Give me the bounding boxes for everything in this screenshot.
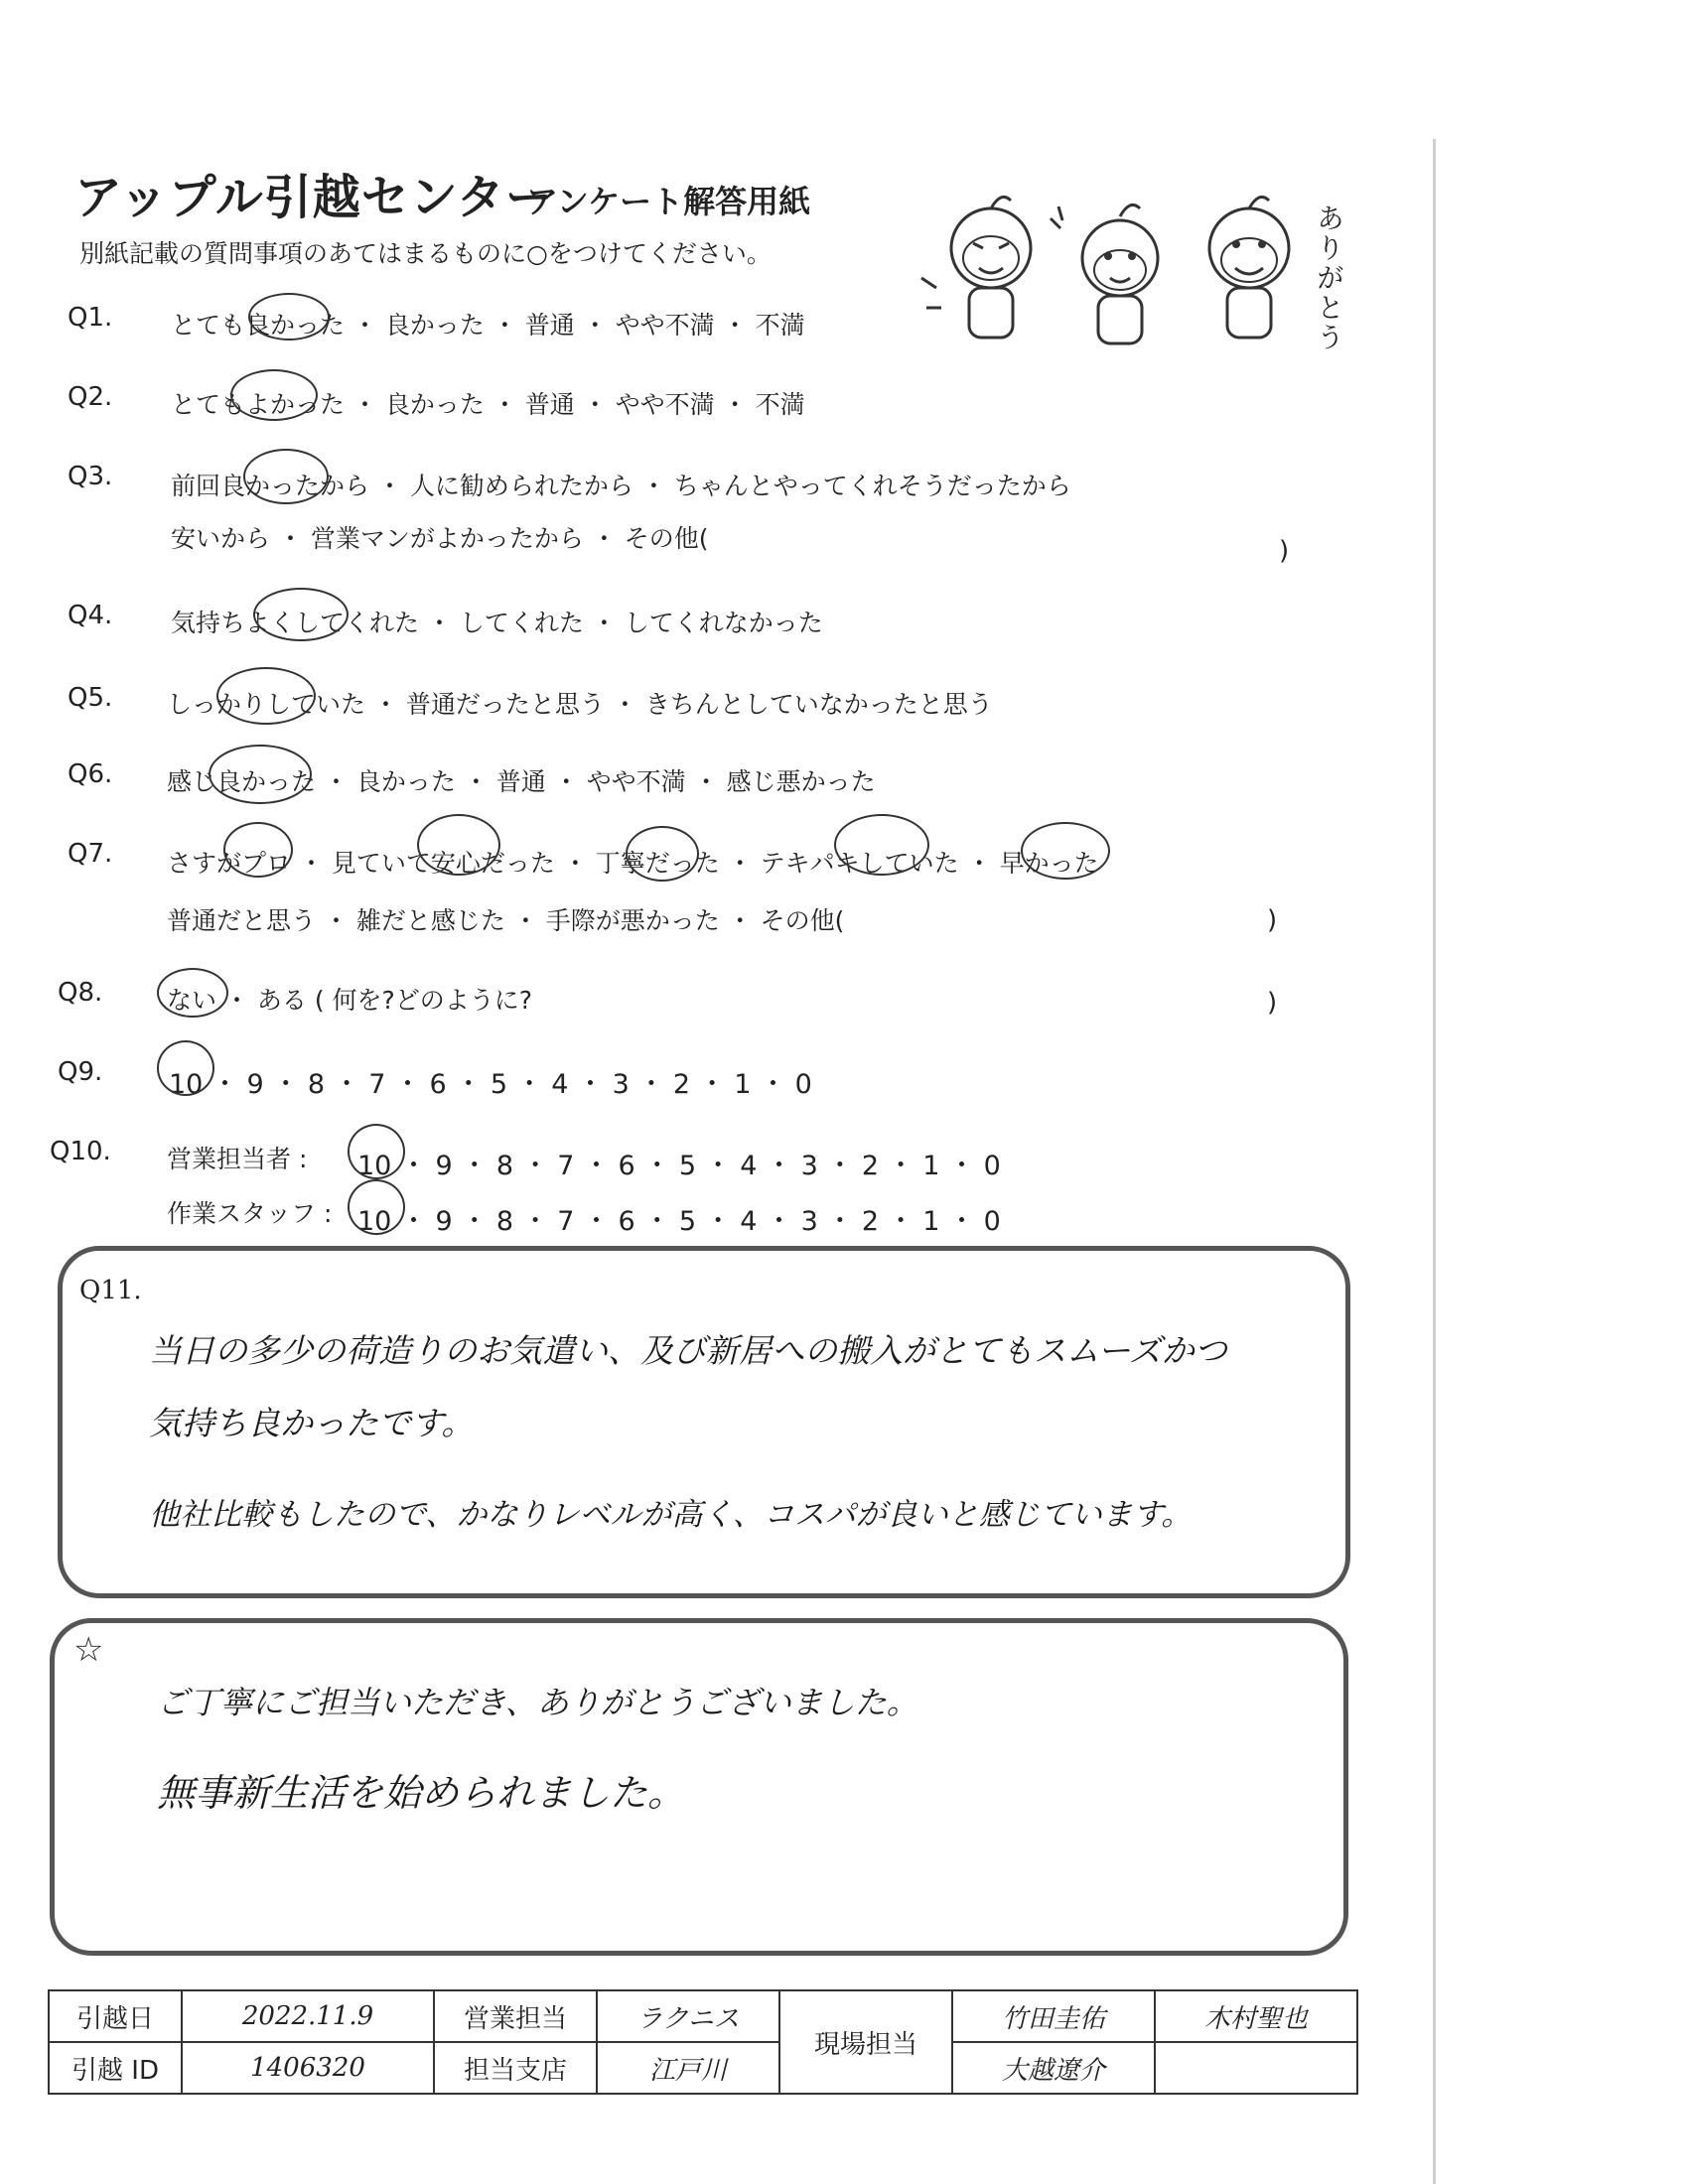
- q1-label: Q1.: [68, 303, 113, 333]
- q10-staff-answer-circle: [348, 1179, 405, 1235]
- q7-label: Q7.: [68, 839, 113, 869]
- site-staff-label: 現場担当: [779, 1990, 952, 2094]
- q9-answer-circle: [157, 1040, 214, 1096]
- q9-label: Q9.: [58, 1057, 103, 1087]
- q7-answer-circle-teinei: [626, 826, 699, 882]
- q7-answer-circle-anshin: [417, 814, 500, 876]
- q11-label: Q11.: [79, 1276, 142, 1305]
- staff-message-line: ご丁寧にご担当いただき、ありがとうございました。: [157, 1684, 918, 1721]
- q3-options-line2: 安いから ・ 営業マンがよかったから ・ その他(: [171, 524, 709, 553]
- q11-comment-line: 気持ち良かったです。: [149, 1404, 475, 1442]
- q8-options: ない ・ ある ( 何を?どのように?: [167, 986, 533, 1015]
- q10-sales-answer-circle: [348, 1124, 405, 1179]
- site-staff-name: 木村聖也: [1155, 1990, 1357, 2042]
- q8-label: Q8.: [58, 978, 103, 1008]
- q3-answer-circle: [243, 449, 329, 504]
- q7-answer-circle-hayai: [1021, 822, 1110, 880]
- q3-options-line1: 前回良かったから ・ 人に勧められたから ・ ちゃんとやってくれそうだったから: [171, 472, 1071, 500]
- q10-label: Q10.: [50, 1137, 111, 1166]
- q10-sales-scale: 10 ・ 9 ・ 8 ・ 7 ・ 6 ・ 5 ・ 4 ・ 3 ・ 2 ・ 1 ・ 0: [357, 1151, 1001, 1181]
- page-edge: [1433, 139, 1436, 2184]
- monkey-smiling-icon: [1209, 197, 1289, 338]
- sales-rep-label: 営業担当: [434, 1990, 597, 2042]
- site-staff-name: [1155, 2042, 1357, 2094]
- site-staff-name: 竹田圭佑: [952, 1990, 1155, 2042]
- star-icon: ☆: [73, 1630, 104, 1670]
- q2-options: とてもよかった ・ 良かった ・ 普通 ・ やや不満 ・ 不満: [171, 390, 805, 419]
- q3-close-paren: ): [1279, 536, 1290, 566]
- move-id-label: 引越 ID: [49, 2042, 182, 2094]
- company-title: アップル引越センター: [74, 170, 554, 225]
- q10-staff-scale: 10 ・ 9 ・ 8 ・ 7 ・ 6 ・ 5 ・ 4 ・ 3 ・ 2 ・ 1 ・ 0: [357, 1206, 1001, 1237]
- q1-options: とても良かった ・ 良かった ・ 普通 ・ やや不満 ・ 不満: [171, 311, 805, 340]
- q1-answer-circle: [248, 293, 330, 341]
- thanks-text: ありがとう: [1313, 204, 1345, 352]
- q7-answer-circle-tekipaki: [834, 814, 929, 876]
- q7-options-line2: 普通だと思う ・ 雑だと感じた ・ 手際が悪かった ・ その他(: [167, 906, 845, 935]
- branch-value: 江戸川: [597, 2042, 779, 2094]
- mascot-illustration: [882, 189, 1319, 367]
- sales-rep-value: ラクニス: [597, 1990, 779, 2042]
- move-id-value: 1406320: [182, 2042, 434, 2094]
- q8-close-paren: ): [1267, 988, 1278, 1018]
- q10-staff-label: 作業スタッフ :: [167, 1199, 333, 1228]
- q8-answer-circle: [157, 968, 228, 1018]
- monkey-laughing-icon: [921, 197, 1031, 338]
- q11-comment-line: 当日の多少の荷造りのお気遣い、及び新居への搬入がとてもスムーズかつ: [149, 1331, 1227, 1370]
- q5-options: しっかりしていた ・ 普通だったと思う ・ きちんとしていなかったと思う: [167, 690, 993, 719]
- q5-label: Q5.: [68, 683, 113, 713]
- q7-options-line1: さすがプロ ・ 見ていて安心だった ・ 丁寧だった ・ テキパキしていた ・ 早かった: [167, 849, 1099, 878]
- form-subtitle: アンケート解答用紙: [526, 183, 811, 220]
- move-date-value: 2022.11.9: [182, 1990, 434, 2042]
- monkey-cheering-icon: [1051, 205, 1158, 343]
- q11-comment-line: 他社比較もしたので、かなりレベルが高く、コスパが良いと感じています。: [149, 1497, 1193, 1533]
- q6-options: 感じ良かった ・ 良かった ・ 普通 ・ やや不満 ・ 感じ悪かった: [167, 767, 876, 796]
- move-info-table: [48, 1989, 1358, 2095]
- staff-message-line: 無事新生活を始められました。: [157, 1771, 686, 1815]
- branch-label: 担当支店: [434, 2042, 597, 2094]
- site-staff-name: 大越遼介: [952, 2042, 1155, 2094]
- move-date-label: 引越日: [49, 1990, 182, 2042]
- q7-close-paren: ): [1267, 905, 1278, 935]
- instruction-text: 別紙記載の質問事項のあてはまるものに○をつけてください。: [79, 239, 772, 268]
- q6-label: Q6.: [68, 759, 113, 789]
- q4-options: 気持ちよくしてくれた ・ してくれた ・ してくれなかった: [171, 609, 823, 637]
- q4-answer-circle: [253, 588, 349, 641]
- q2-label: Q2.: [68, 382, 113, 412]
- q6-answer-circle: [209, 745, 312, 804]
- q5-answer-circle: [216, 667, 316, 725]
- q7-answer-circle-pro: [223, 822, 293, 878]
- q4-label: Q4.: [68, 601, 113, 630]
- q9-scale: 10 ・ 9 ・ 8 ・ 7 ・ 6 ・ 5 ・ 4 ・ 3 ・ 2 ・ 1 ・ 0: [169, 1069, 812, 1100]
- q3-label: Q3.: [68, 462, 113, 491]
- q10-sales-label: 営業担当者 :: [167, 1145, 308, 1173]
- q2-answer-circle: [230, 369, 318, 421]
